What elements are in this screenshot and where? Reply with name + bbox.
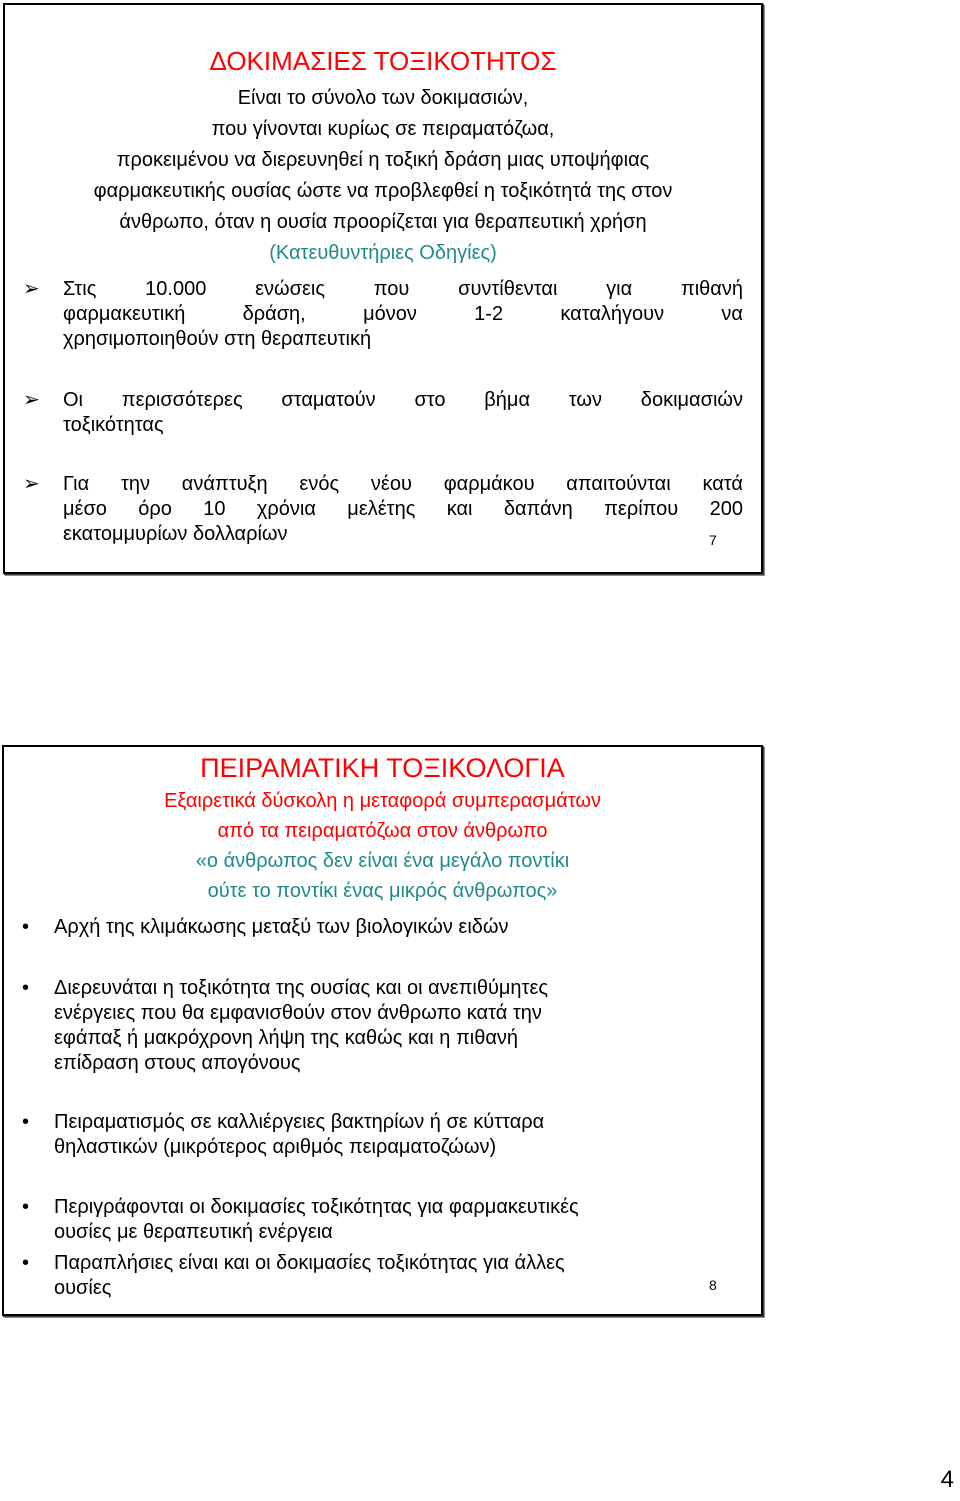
point-line: φαρμακευτική δράση, μόνον 1-2 καταλήγουν να <box>63 303 743 325</box>
bullet-line: Περιγράφονται οι δοκιμασίες τοξικότητας για φαρμακευτικές <box>54 1196 579 1218</box>
slide-7-intro <box>5 83 761 269</box>
bullet-line: επίδραση στους απογόνους <box>54 1052 301 1074</box>
dot-bullet-icon: • <box>22 916 30 938</box>
slide-7 <box>3 3 763 574</box>
slide-8-bullet <box>22 976 722 1076</box>
point-line: χρησιμοποιηθούν στη θεραπευτική <box>63 328 372 350</box>
dot-bullet-icon: • <box>22 1111 30 1133</box>
bullet-line: Πειραματισμός σε καλλιέργειες βακτηρίων ή σε κύτταρα <box>54 1111 545 1133</box>
arrow-bullet-icon: ➢ <box>23 473 40 495</box>
slide-7-point <box>23 277 743 352</box>
subtitle-line: Εξαιρετικά δύσκολη η μεταφορά συμπερασμάτων <box>164 790 601 812</box>
point-line: τοξικότητας <box>63 414 164 436</box>
arrow-bullet-icon: ➢ <box>23 278 40 300</box>
slide-8-title: ΠΕΙΡΑΜΑΤΙΚΗ ΤΟΞΙΚΟΛΟΓΙΑ <box>200 753 565 783</box>
arrow-bullet-icon: ➢ <box>23 389 40 411</box>
intro-line: προκειμένου να διερευνηθεί η τοξική δράση μιας υποψήφιας <box>116 149 650 171</box>
slide-7-page-number: 7 <box>709 532 717 548</box>
subtitle-line: από τα πειραματόζωα στον άνθρωπο <box>217 820 548 842</box>
point-line: εκατομμυρίων δολλαρίων <box>63 523 288 545</box>
point-line: Οι περισσότερες σταματούν στο βήμα των δοκιμασιών <box>63 389 743 411</box>
dot-bullet-icon: • <box>22 1196 30 1218</box>
bullet-line: θηλαστικών (μικρότερος αριθμός πειραματοζώων) <box>54 1136 497 1158</box>
slide-8-bullet <box>22 1251 722 1301</box>
bullet-line: ουσίες <box>54 1277 112 1299</box>
intro-reference: (Κατευθυντήριες Οδηγίες) <box>269 242 497 264</box>
intro-line: φαρμακευτικής ουσίας ώστε να προβλεφθεί η τοξικότητά της στον <box>93 180 673 202</box>
slide-7-point <box>23 388 743 438</box>
point-line: μέσο όρο 10 χρόνια μελέτης και δαπάνη περίπου 200 <box>63 498 743 520</box>
bullet-line: Αρχή της κλιμάκωσης μεταξύ των βιολογικών ειδών <box>54 916 509 938</box>
quote-line: «ο άνθρωπος δεν είναι ένα μεγάλο ποντίκι <box>195 850 570 872</box>
slide-8-bullet <box>22 1195 722 1245</box>
bullet-line: ουσίες με θεραπευτική ενέργεια <box>54 1221 333 1243</box>
quote-line: ούτε το ποντίκι ένας μικρός άνθρωπος» <box>207 880 558 902</box>
intro-line: άνθρωπο, όταν η ουσία προορίζεται για θεραπευτική χρήση <box>119 211 647 233</box>
slide-7-point <box>23 472 743 547</box>
bullet-line: εφάπαξ ή μακρόχρονη λήψη της καθώς και η πιθανή <box>54 1027 519 1049</box>
point-line: Στις 10.000 ενώσεις που συντίθενται για πιθανή <box>63 278 743 300</box>
slide-8 <box>2 745 763 1316</box>
slide-7-title: ΔΟΚΙΜΑΣΙΕΣ ΤΟΞΙΚΟΤΗΤΟΣ <box>209 46 557 76</box>
dot-bullet-icon: • <box>22 1252 30 1274</box>
intro-line: που γίνονται κυρίως σε πειραματόζωα, <box>211 118 555 140</box>
bullet-line: ενέργειες που θα εμφανισθούν στον άνθρωπο κατά την <box>54 1002 542 1024</box>
slide-8-subtitle <box>4 786 761 906</box>
intro-line: Είναι το σύνολο των δοκιμασιών, <box>237 87 529 109</box>
slide-8-bullet <box>22 1110 722 1160</box>
bullet-line: Παραπλήσιες είναι και οι δοκιμασίες τοξικότητας για άλλες <box>54 1252 565 1274</box>
point-line: Για την ανάπτυξη ενός νέου φαρμάκου απαιτούνται κατά <box>63 473 743 495</box>
bullet-line: Διερευνάται η τοξικότητα της ουσίας και οι ανεπιθύμητες <box>54 977 549 999</box>
sheet-page-number: 4 <box>940 1466 954 1493</box>
slide-8-bullet <box>22 915 722 940</box>
slide-8-page-number: 8 <box>709 1277 717 1293</box>
dot-bullet-icon: • <box>22 977 30 999</box>
